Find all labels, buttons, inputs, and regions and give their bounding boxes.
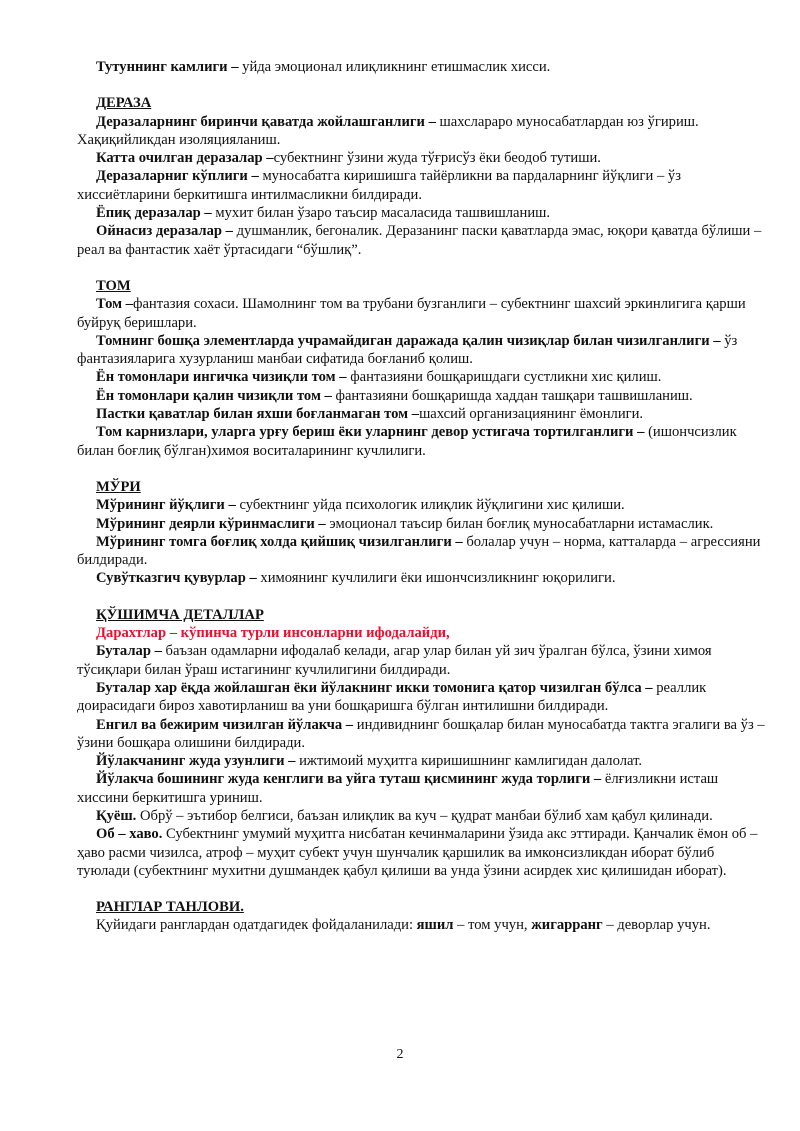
paragraph-muri-2: Мўрининг деярли кўринмаслиги – эмоционал таъсир билан боғлиқ муносабатларни истамаслик. [96,515,714,532]
paragraph-qushimcha-7: Об – хаво. Субектнинг умумий муҳитга нисбатан кечинмаларини ўзида акс эттиради. Қанчалик ёмон об – ҳаво расми чизилса, атроф – муҳит субект учун шунчалик қаршилик ва имконсизликдан иборат бўлиб туюлади (субектнинг мухитни душмандек қабул қилиши ва унда ўзини асирдек хис қилишидан иборат). [77,826,758,879]
paragraph-qushimcha-6: Қуёш. Обрў – эътибор белгиси, баъзан илиқлик ва куч – қудрат манбаи бўлиб хам қабул қилинади. [96,807,713,824]
paragraph-muri-3: Мўрининг томга боғлиқ холда қийшиқ чизилганлиги – болалар учун – норма, катталарда – агрессияни билдиради. [77,533,761,569]
page-number: 2 [396,1047,404,1062]
paragraph-deraza-4: Ёпиқ деразалар – мухит билан ўзаро таъсир масаласида ташвишланиш. [96,205,551,222]
heading-tom: ТОМ [96,277,131,294]
paragraph-ranglar: Қуйидаги ранглардан одатдагидек фойдаланилади: яшил – том учун, жигарранг – деворлар учун. [96,917,711,934]
paragraph-qushimcha-3: Енгил ва бежирим чизилган йўлакча – индивиднинг бошқалар билан муносабатда тактга эгалиги ва ўз – ўзини бошқара олишини билдиради. [77,716,765,751]
heading-muri: МЎРИ [96,478,141,495]
paragraph-tom-5: Пастки қаватлар билан яхши боғланмаган том –шахсий организациянинг ёмонлиги. [96,406,644,423]
paragraph-deraza-3: Деразаларниг кўплиги – муносабатга киришишга тайёрликни ва пардаларнинг йўқлиги – ўз хиссиётларини беркитишга интилмасликни билдиради. [77,168,681,203]
heading-qushimcha: ҚЎШИМЧА ДЕТАЛЛАР [96,606,264,623]
paragraph-tom-1: Том –фантазия сохаси. Шамолнинг том ва трубани бузганлиги – субектнинг шахсий эркинлигига қарши буйруқ беришлари. [77,296,746,331]
heading-ranglar: РАНГЛАР ТАНЛОВИ. [96,899,244,916]
paragraph-tom-4: Ён томонлари қалин чизиқли том – фантазияни бошқаришда хаддан ташқари ташвишланиш. [96,387,693,404]
paragraph-tom-3: Ён томонлари ингичка чизиқли том – фантазияни бошқаришдаги сустликни хис қилиш. [96,369,662,386]
paragraph-qushimcha-1: Буталар – баъзан одамларни ифодалаб келади, агар улар билан уй зич ўралган бўлса, ўзини химоя тўсиқлари билан ўраш истагининг кучлилигини билдиради. [77,643,712,678]
document-body [77,58,767,935]
paragraph-deraza-1: Деразаларнинг биринчи қаватда жойлашганлиги – шахслараро муносабатлардан юз ўгириш. Хақиқийликдан изоляцияланиш. [77,113,699,148]
paragraph-tom-2: Томнинг бошқа элементларда учрамайдиган даражада қалин чизиқлар билан чизилганлиги – ўз фантазияларига хузурланиш манбаи сифатида боғланиб қолиш. [77,332,738,368]
heading-deraza: ДЕРАЗА [96,95,152,112]
paragraph-qushimcha-2: Буталар хар ёқда жойлашган ёки йўлакнинг икки томонига қатор чизилган бўлса – реаллик доирасидаги бироз хавотирланиш ва уни бошқаришга бўлган интилишни билдиради. [77,679,707,715]
paragraph-muri-1: Мўрининг йўқлиги – субектнинг уйда психологик илиқлик йўқлигини хис қилиши. [96,497,625,514]
paragraph-deraza-2: Катта очилган деразалар –субектнинг ўзини жуда тўғрисўз ёки беодоб тутиши. [96,150,601,167]
paragraph-tom-6: Том карнизлари, уларга урғу бериш ёки уларнинг девор устигача тортилганлиги – (ишончсизлик билан боғлиқ бўлган)химоя воситаларининг кучлилиги. [77,424,737,459]
paragraph-red-trees: Дарахтлар – кўпинча турли инсонларни ифодалайди, [96,625,450,642]
paragraph-tutun: Тутуннинг камлиги – уйда эмоционал илиқликнинг етишмаслик хисси. [96,59,551,75]
paragraph-muri-4: Сувўтказгич қувурлар – химоянинг кучлилиги ёки ишончсизликнинг юқорилиги. [96,570,616,587]
paragraph-deraza-5: Ойнасиз деразалар – душманлик, бегоналик. Деразанинг паски қаватларда эмас, юқори қаватда бўлиши – реал ва фантастик хаёт ўртасидаги “бўшлиқ”. [77,223,762,258]
paragraph-qushimcha-5: Йўлакча бошининг жуда кенглиги ва уйга туташ қисмининг жуда торлиги – ёлғизликни исташ хиссини беркитишга уриниш. [77,771,719,806]
paragraph-qushimcha-4: Йўлакчанинг жуда узунлиги – ижтимоий муҳитга киришишнинг камлигидан далолат. [96,753,643,770]
